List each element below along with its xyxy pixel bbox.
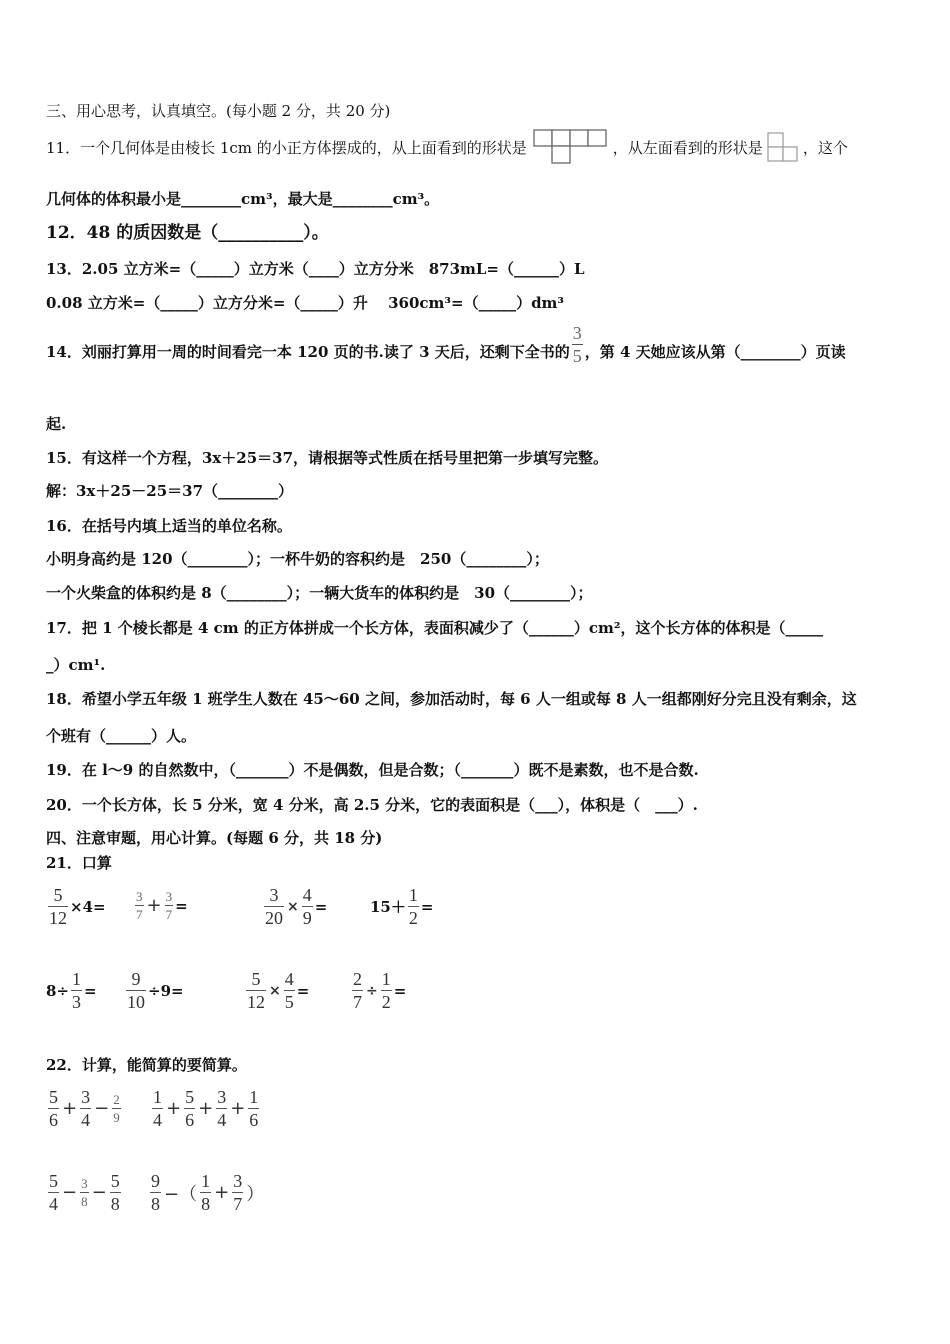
fraction-numerator: 3 [136, 889, 143, 904]
math-operator: + [166, 1098, 182, 1119]
fraction [302, 886, 313, 927]
fraction-denominator: 6 [49, 1110, 58, 1130]
fraction-denominator: 4 [153, 1110, 162, 1130]
oral-item-2 [133, 890, 188, 921]
fraction-denominator: 4 [81, 1110, 91, 1130]
math-operator: + [146, 895, 162, 916]
fraction-numerator: 5 [110, 1171, 120, 1191]
math-text: 8÷ [46, 981, 70, 1000]
fraction-numerator: 3 [81, 1176, 88, 1191]
math-text: = [420, 897, 434, 916]
fraction [248, 1088, 259, 1129]
math-operator: ） [246, 1183, 265, 1205]
question-17: 17．把 1 个棱长都是 4 cm 的正方体拼成一个长方体，表面积减少了（______）cm²，这个长方体的体积是（_____ [46, 619, 823, 637]
fraction-numerator: 5 [185, 1087, 195, 1107]
q11-text-d: 几何体的体积最小是________cm³，最大是________cm³。 [46, 190, 440, 208]
question-15: 15．有这样一个方程，3x＋25＝37，请根据等式性质在括号里把第一步填写完整。 [46, 449, 609, 467]
fraction-denominator: 12 [49, 908, 67, 928]
question-16-line2: 小明身高约是 120（________）；一杯牛奶的容积约是 250（________）； [46, 550, 549, 568]
fraction [216, 1088, 227, 1129]
fraction-denominator: 8 [81, 1194, 88, 1209]
math-text: ÷9= [148, 981, 184, 1000]
math-operator: − [62, 1182, 78, 1203]
question-13-line1: 13．2.05 立方米=（_____）立方米（____）立方分米 873mL=（______）L [46, 260, 585, 278]
fraction-numerator: 1 [249, 1087, 259, 1107]
question-17-line2: _）cm¹. [46, 656, 106, 674]
fraction-numerator: 1 [72, 969, 82, 989]
oral-item-7 [244, 970, 309, 1011]
fraction-numerator: 9 [151, 1171, 160, 1191]
question-11 [46, 128, 848, 168]
question-18: 18．希望小学五年级 1 班学生人数在 45～60 之间，参加活动时，每 6 人一组或每 8 人一组都刚好分完且没有剩余，这 [46, 690, 857, 708]
fraction [264, 886, 284, 927]
fraction-denominator: 6 [185, 1110, 195, 1130]
fraction-numerator: 1 [153, 1087, 162, 1107]
question-21: 21．口算 [46, 854, 112, 872]
fraction-numerator: 1 [201, 1171, 211, 1191]
fraction-denominator: 7 [233, 1194, 243, 1214]
fraction-denominator: 10 [127, 992, 145, 1012]
math-text: = [314, 897, 328, 916]
fraction [80, 1177, 89, 1208]
fraction-denominator: 5 [284, 992, 294, 1012]
q14-text-a: 14．刘丽打算用一周的时间看完一本 120 页的书.读了 3 天后，还剩下全书的 [46, 343, 570, 361]
fraction [110, 1172, 121, 1213]
fraction-numerator: 2 [113, 1092, 120, 1107]
math-operator: −（ [164, 1183, 198, 1205]
fraction [112, 1093, 121, 1124]
q11-text-b: ，从左面看到的形状是 [612, 139, 763, 157]
fraction-denominator: 5 [572, 345, 582, 366]
fraction [408, 886, 419, 927]
oral-item-6 [124, 970, 184, 1011]
fraction-numerator: 4 [284, 969, 294, 989]
math-operator: + [214, 1182, 230, 1203]
section-3-heading: 三、用心思考，认真填空。(每小题 2 分，共 20 分) [46, 102, 391, 120]
math-operator: − [91, 1182, 107, 1203]
fraction [284, 970, 295, 1011]
question-20: 20．一个长方体，长 5 分米，宽 4 分米，高 2.5 分米，它的表面积是（___），体积是（ ___）. [46, 796, 698, 814]
question-16-line3: 一个火柴盒的体积约是 8（________）；一辆大货车的体积约是 30（________）； [46, 584, 593, 602]
fraction [135, 890, 144, 921]
fraction-denominator: 2 [381, 992, 391, 1012]
math-operator: ÷ [366, 982, 378, 999]
calc-expression-4 [148, 1172, 265, 1213]
fraction [150, 1172, 161, 1213]
left-view-shape [765, 130, 801, 166]
fraction-denominator: 8 [201, 1194, 211, 1214]
oral-item-1 [46, 886, 106, 927]
fraction [126, 970, 146, 1011]
fraction-numerator: 3 [233, 1171, 243, 1191]
oral-item-8 [350, 970, 406, 1011]
fraction [71, 970, 82, 1011]
math-operator: × [287, 898, 299, 915]
math-text: = [393, 981, 407, 1000]
question-18-line2: 个班有（______）人。 [46, 727, 197, 745]
fraction-denominator: 20 [265, 908, 283, 928]
fraction-denominator: 8 [151, 1194, 160, 1214]
fraction [184, 1088, 195, 1129]
fraction-denominator: 4 [217, 1110, 227, 1130]
fraction-numerator: 3 [572, 322, 582, 343]
fraction [152, 1088, 163, 1129]
math-text: = [296, 981, 310, 1000]
fraction [200, 1172, 211, 1213]
fraction-denominator: 4 [49, 1194, 58, 1214]
fraction-numerator: 1 [381, 969, 391, 989]
question-16: 16．在括号内填上适当的单位名称。 [46, 517, 292, 535]
fraction-numerator: 1 [408, 885, 418, 905]
q14-text-c: 起. [46, 415, 67, 433]
math-text: = [84, 981, 97, 1000]
question-12: 12．48 的质因数是（__________）。 [46, 223, 329, 243]
fraction-denominator: 9 [302, 908, 312, 928]
fraction-numerator: 3 [269, 885, 279, 905]
calc-expression-1 [46, 1088, 123, 1129]
question-19: 19．在 l～9 的自然数中，（_______）不是偶数，但是合数；（_______）既不是素数，也不是合数. [46, 761, 699, 779]
calc-expression-2 [150, 1088, 261, 1129]
fraction-denominator: 8 [110, 1194, 120, 1214]
q14-text-b: ，第 4 天她应该从第（________）页读 [584, 343, 846, 361]
fraction [165, 890, 174, 921]
fraction [232, 1172, 243, 1213]
question-15-solution: 解：3x＋25－25＝37（________） [46, 482, 294, 500]
fraction-denominator: 9 [113, 1110, 120, 1125]
question-13-line2: 0.08 立方米=（_____）立方分米=（_____）升 360cm³=（_____）dm³ [46, 294, 564, 312]
oral-item-3 [262, 886, 327, 927]
fraction-denominator: 2 [408, 908, 418, 928]
fraction [48, 886, 68, 927]
q11-text-a: 11．一个几何体是由棱长 1cm 的小正方体摆成的，从上面看到的形状是 [46, 139, 527, 157]
section-4-heading: 四、注意审题，用心计算。(每题 6 分，共 18 分) [46, 829, 383, 847]
fraction-numerator: 2 [353, 969, 362, 989]
fraction [246, 970, 266, 1011]
fraction-denominator: 7 [136, 907, 143, 922]
oral-item-5 [46, 970, 97, 1011]
fraction-denominator: 7 [353, 992, 362, 1012]
fraction-numerator: 3 [165, 889, 173, 904]
math-text: ×4= [70, 897, 106, 916]
fraction-numerator: 3 [217, 1087, 227, 1107]
math-operator: + [62, 1098, 78, 1119]
q11-text-c: ，这个 [802, 139, 848, 157]
fraction [80, 1088, 91, 1129]
math-text: 15＋ [370, 898, 406, 916]
oral-item-4 [370, 886, 433, 927]
math-text: = [175, 896, 188, 915]
fraction-numerator: 5 [251, 969, 261, 989]
fraction-denominator: 6 [249, 1110, 259, 1130]
fraction-3-5 [572, 324, 583, 365]
fraction [352, 970, 363, 1011]
fraction-denominator: 3 [72, 992, 82, 1012]
fraction-numerator: 9 [131, 969, 141, 989]
math-operator: − [94, 1098, 110, 1119]
fraction [48, 1172, 59, 1213]
fraction-denominator: 12 [247, 992, 265, 1012]
fraction-numerator: 4 [302, 885, 312, 905]
question-22: 22．计算，能简算的要简算。 [46, 1056, 247, 1074]
math-operator: × [269, 982, 281, 999]
fraction-denominator: 7 [165, 907, 173, 922]
fraction-numerator: 5 [49, 1171, 58, 1191]
fraction-numerator: 3 [81, 1087, 91, 1107]
fraction [381, 970, 392, 1011]
fraction [48, 1088, 59, 1129]
calc-expression-3 [46, 1172, 123, 1213]
math-operator: + [230, 1098, 246, 1119]
fraction-numerator: 5 [53, 885, 63, 905]
top-view-shape [531, 128, 609, 168]
math-operator: + [198, 1098, 214, 1119]
question-14 [46, 322, 846, 376]
fraction-numerator: 5 [49, 1087, 58, 1107]
